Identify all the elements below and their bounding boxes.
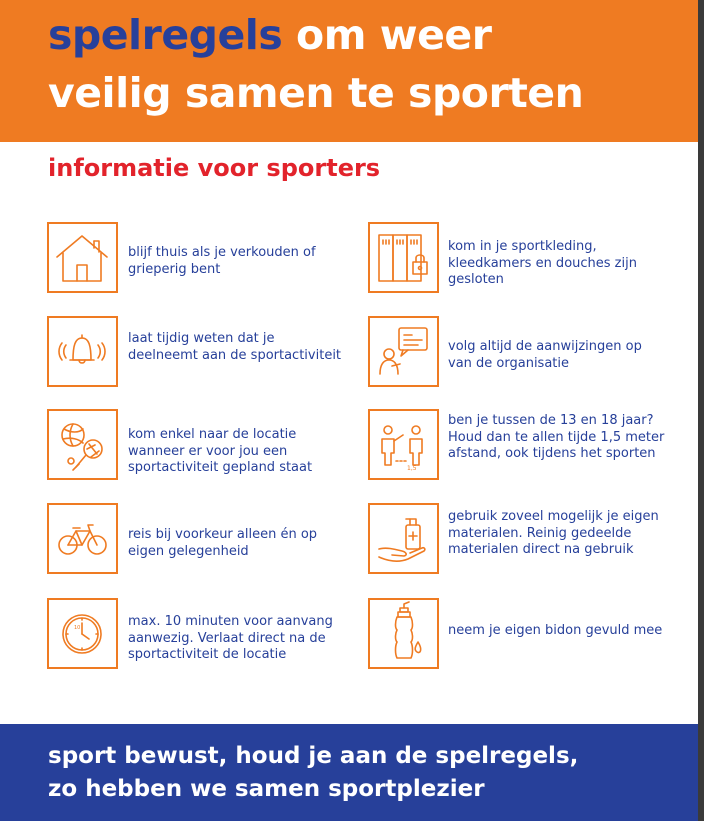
rule-location: kom enkel naar de locatie wanneer er voor jou een sportactiviteit gepland staat — [128, 427, 313, 475]
bicycle-icon — [47, 503, 118, 574]
page-subtitle: informatie voor sporters — [48, 154, 381, 182]
title-line-1-rest: om weer — [282, 11, 492, 59]
house-icon — [47, 222, 118, 293]
footer-line-1: sport bewust, houd je aan de spelregels, — [48, 743, 579, 769]
rule-travel: reis bij voorkeur alleen én op eigen gelegenheid — [128, 527, 318, 559]
rule-instructions: volg altijd de aanwijzingen op van de organisatie — [448, 339, 642, 371]
water-bottle-icon — [368, 598, 439, 669]
distance-label: 1,5 — [407, 465, 417, 472]
rule-arrival: max. 10 minuten voor aanvang aanwezig. Verlaat direct na de sportactiviteit de locatie — [128, 614, 333, 662]
clock-icon — [47, 598, 118, 669]
header-banner — [0, 0, 698, 142]
rule-distance: ben je tussen de 13 en 18 jaar? Houd dan te allen tijde 1,5 meter afstand, ook tijdens het sporten — [448, 413, 665, 461]
footer-line-2: zo hebben we samen sportplezier — [48, 776, 485, 802]
title-highlight: spelregels — [48, 11, 283, 59]
rule-water-bottle: neem je eigen bidon gevuld mee — [448, 623, 663, 638]
rule-stay-home: blijf thuis als je verkouden of grieperig bent — [128, 245, 316, 277]
hand-sanitizer-icon — [368, 503, 439, 574]
rule-changing-rooms: kom in je sportkleding, kleedkamers en douches zijn gesloten — [448, 239, 637, 287]
distance-icon — [368, 409, 439, 480]
rule-materials: gebruik zoveel mogelijk je eigen materialen. Reinig gedeelde materialen direct na gebruik — [448, 509, 659, 557]
sports-balls-icon — [47, 409, 118, 480]
title-line-1 — [48, 12, 491, 58]
footer-banner — [0, 724, 698, 821]
title-line-2: veilig samen te sporten — [48, 69, 584, 117]
bell-icon — [47, 316, 118, 387]
right-edge-strip — [698, 0, 704, 821]
instructor-icon — [368, 316, 439, 387]
svg-text:10: 10 — [74, 625, 81, 631]
rule-announce: laat tijdig weten dat je deelneemt aan de sportactiviteit — [128, 331, 342, 363]
locker-icon — [368, 222, 439, 293]
